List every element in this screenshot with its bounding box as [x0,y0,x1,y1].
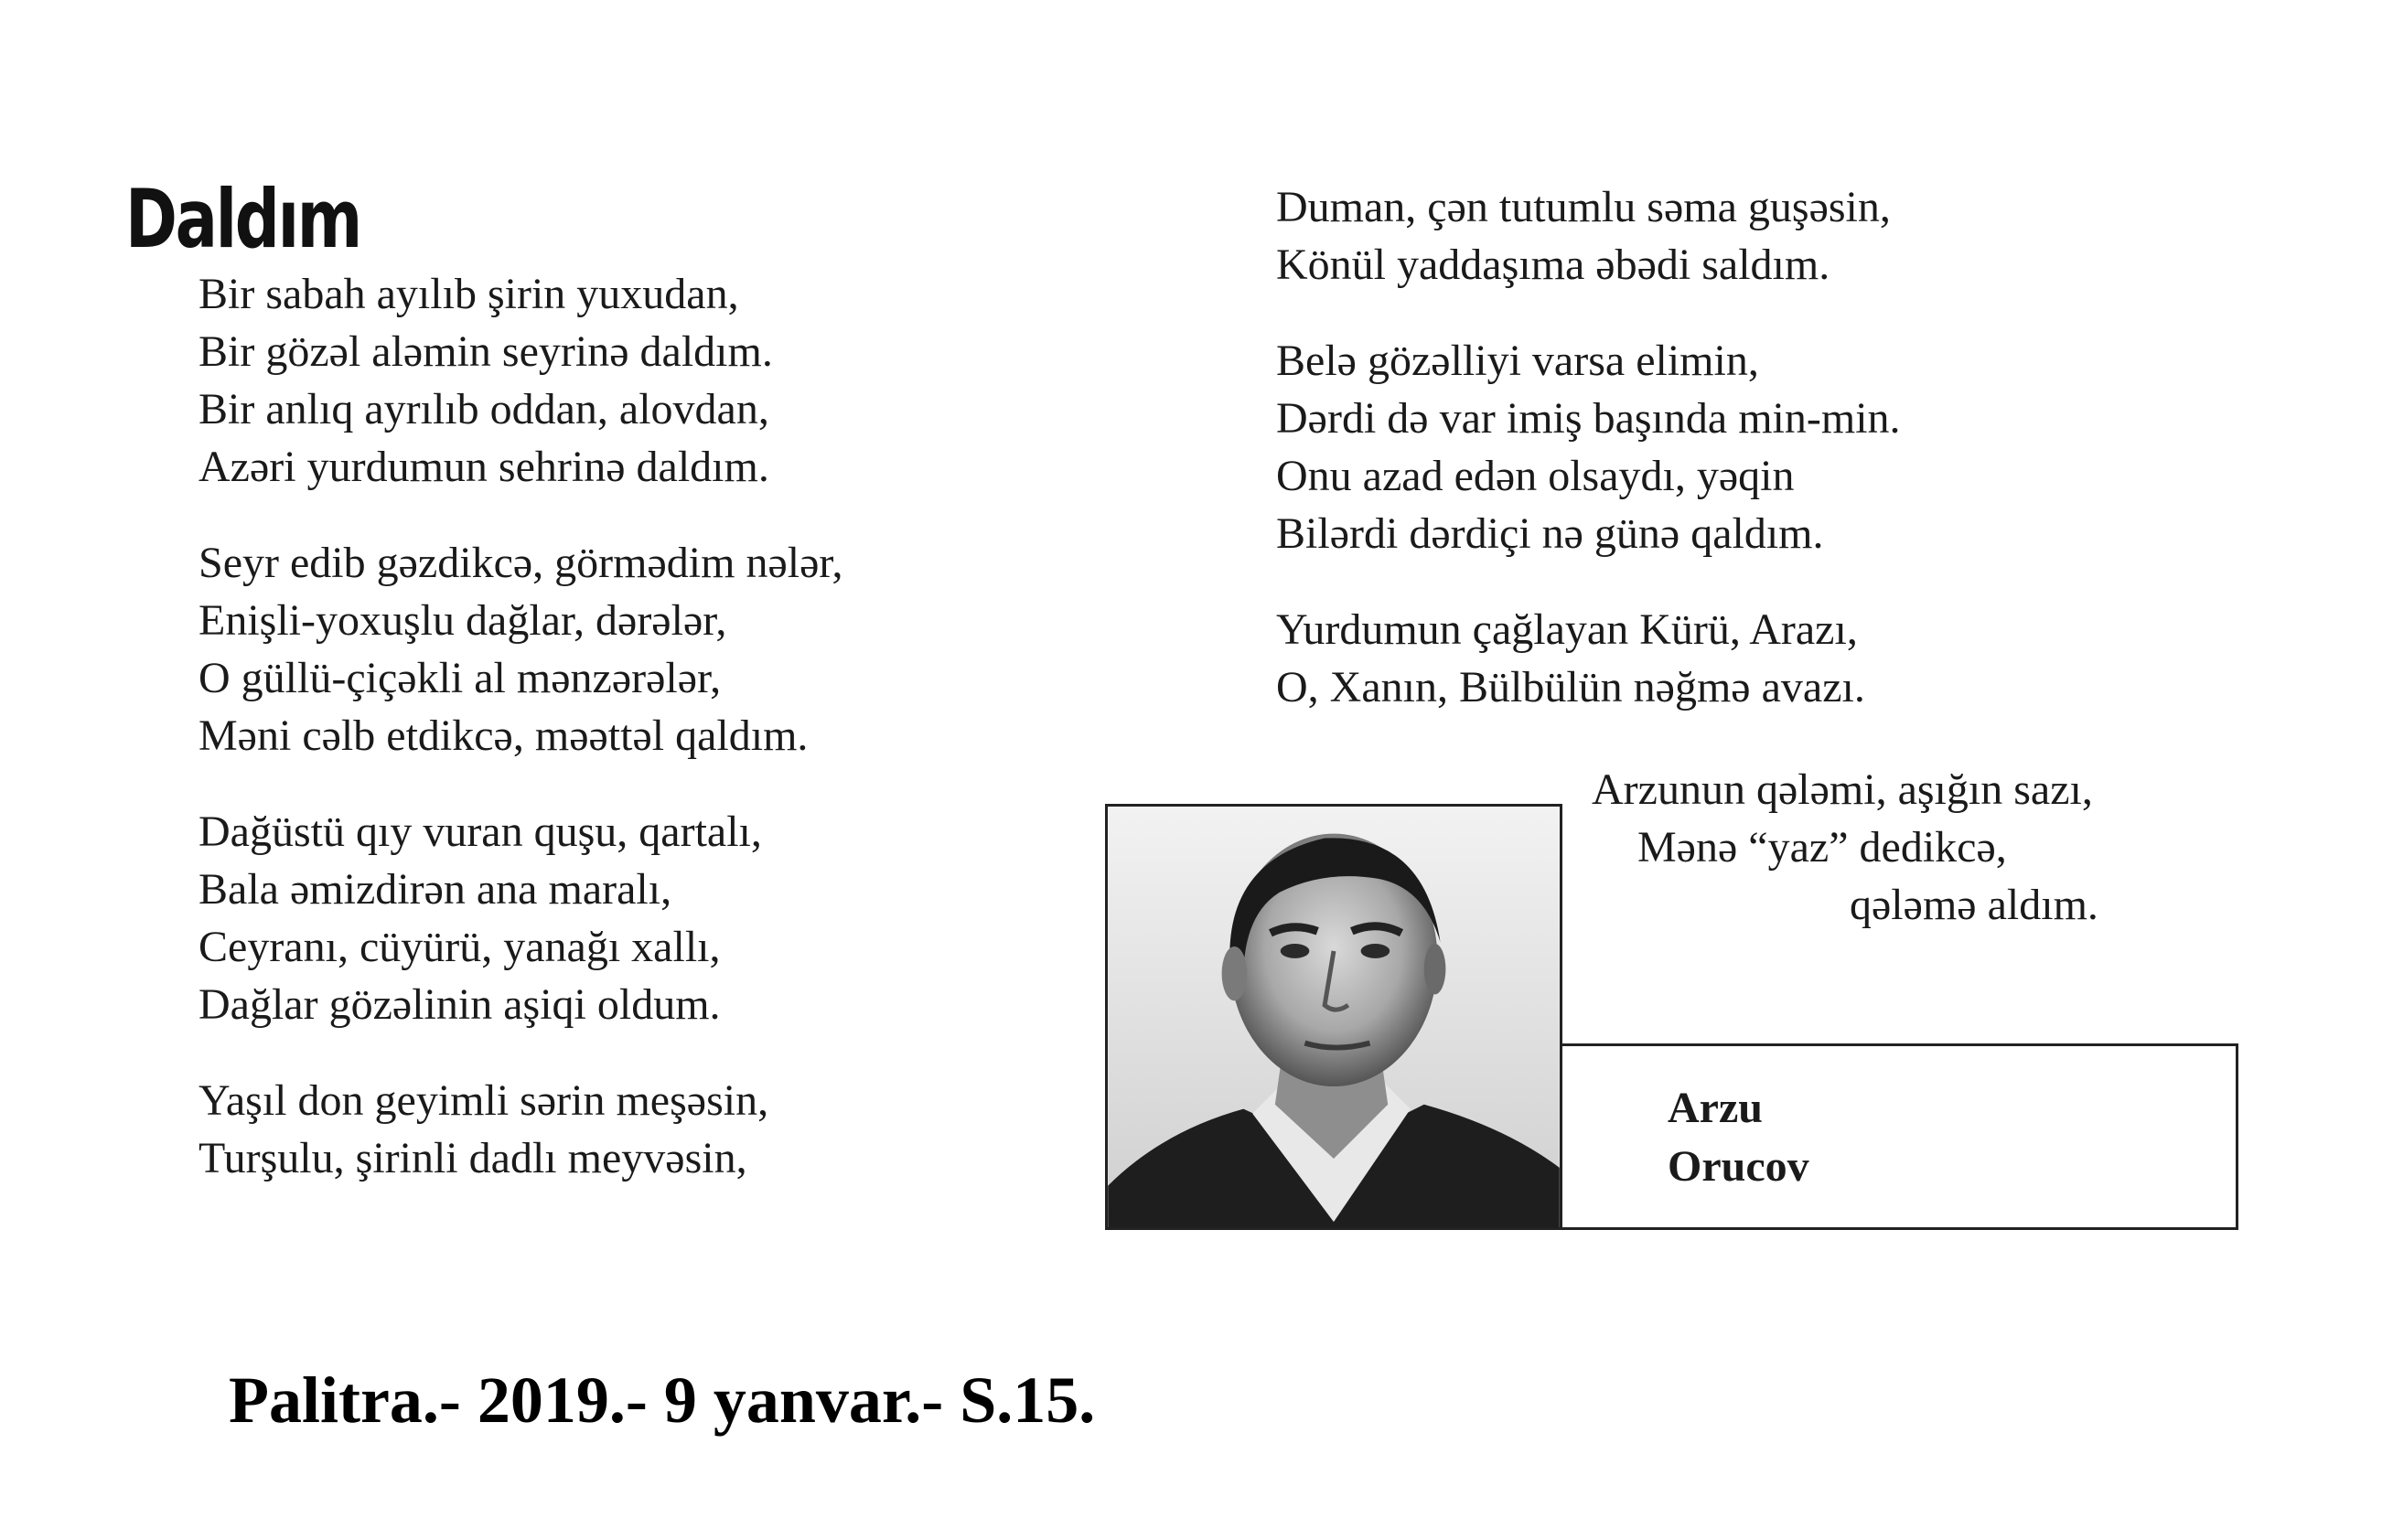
stanza-4-end [1276,178,2282,294]
poem-line: Ceyranı, cüyürü, yanağı xallı, [199,923,721,971]
poem-line: Dağlar gözəlinin aşiqi oldum. [199,980,721,1029]
stanza-6-start [1276,601,2282,716]
poem-line: Onu azad edən olsaydı, yəqin [1276,452,1795,500]
poem-line: Bala əmizdirən ana maralı, [199,865,672,914]
author-name-box [1560,1043,2238,1230]
poem-line: Yurdumun çağlayan Kürü, Arazı, [1276,605,1858,654]
poem-line: Məni cəlb etdikcə, məəttəl qaldım. [199,711,809,760]
poem-line: Belə gözəlliyi varsa elimin, [1276,337,1759,385]
portrait-icon [1108,807,1560,1227]
stanza-5 [1276,332,2282,562]
poem-line: Bir gözəl aləmin seyrinə daldım. [199,327,773,376]
poem-line: O, Xanın, Bülbülün nəğmə avazı. [1276,663,1865,711]
stanza-3 [199,803,1113,1033]
author-name [1668,1079,1809,1196]
poem-line: Bir anlıq ayrılıb oddan, alovdan, [199,385,769,433]
poem-line: Azəri yurdumun sehrinə daldım. [199,443,769,491]
author-photo [1105,804,1562,1230]
poem-line: Mənə “yaz” dedikcə, [1637,823,2007,872]
poem-line: Könül yaddaşıma əbədi saldım. [1276,241,1830,289]
stanza-2 [199,534,1113,765]
poem-line: Bir sabah ayılıb şirin yuxudan, [199,270,739,318]
poem-left-column [199,265,1113,1187]
stanza-1 [199,265,1113,496]
poem-line: Enişli-yoxuşlu dağlar, dərələr, [199,596,727,645]
source-citation: Palitra.- 2019.- 9 yanvar.- S.15. [229,1364,1096,1437]
stanza-6-end [1592,761,2232,934]
poem-line: qələmə aldım. [1850,881,2098,929]
poem-line: Arzunun qələmi, aşığın sazı, [1592,765,2093,814]
poem-line: Seyr edib gəzdikcə, görmədim nələr, [199,539,843,587]
poem-right-column [1276,178,2282,716]
stanza-4-start [199,1072,1113,1187]
poem-line: Turşulu, şirinli dadlı meyvəsin, [199,1134,747,1182]
author-last-name: Orucov [1668,1142,1809,1191]
poem-line: Yaşıl don geyimli sərin meşəsin, [199,1076,769,1125]
poem-line: Bilərdi dərdiçi nə günə qaldım. [1276,509,1824,558]
poem-line: Dərdi də var imiş başında min-min. [1276,394,1901,443]
author-first-name: Arzu [1668,1084,1763,1132]
poem-line: Duman, çən tutumlu səma guşəsin, [1276,183,1891,231]
poem-line: O güllü-çiçəkli al mənzərələr, [199,654,722,702]
poem-line: Dağüstü qıy vuran quşu, qartalı, [199,807,762,856]
poem-title: Daldım [125,172,360,266]
